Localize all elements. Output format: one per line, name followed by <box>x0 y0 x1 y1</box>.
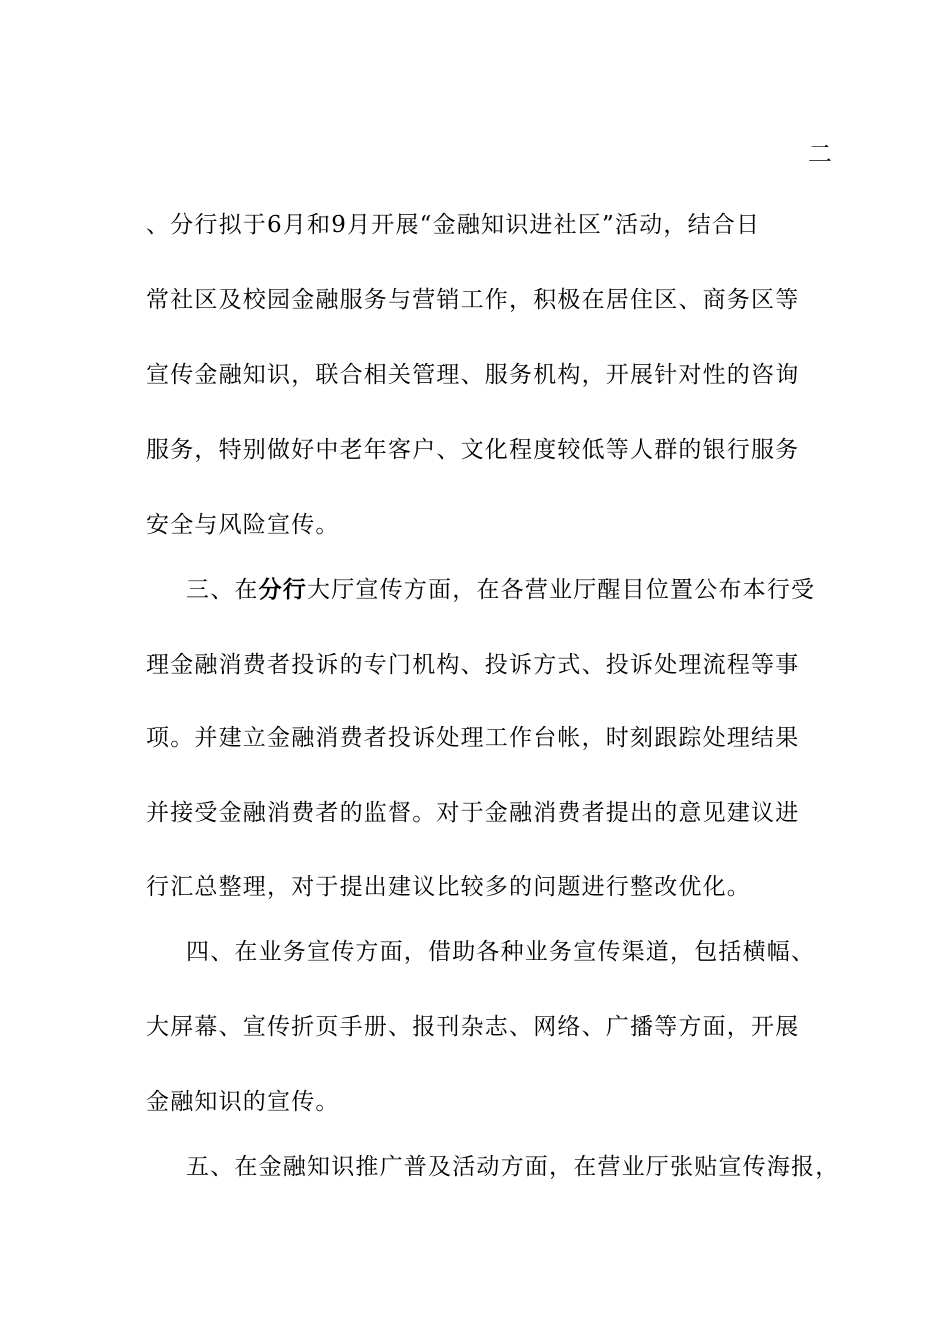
section-three-bold-text: 分行 <box>258 576 308 603</box>
section-three-rest: 大厅宣传方面，在各营业厅醒目位置公布本行受 <box>307 577 816 603</box>
text-line: 并接受金融消费者的监督。对于金融消费者提出的意见建议进 <box>146 800 800 826</box>
page-top-char: 二 <box>808 140 832 168</box>
text-line: 项。并建立金融消费者投诉处理工作台帐，时刻跟踪处理结果 <box>146 725 800 751</box>
text-line: 宣传金融知识，联合相关管理、服务机构，开展针对性的咨询 <box>146 362 800 388</box>
text-line: 、分行拟于6月和9月开展“金融知识进社区”活动，结合日 <box>146 212 761 238</box>
text-line: 四、在业务宣传方面，借助各种业务宣传渠道，包括横幅、 <box>186 939 816 965</box>
text-line: 常社区及校园金融服务与营销工作，积极在居住区、商务区等 <box>146 287 800 313</box>
text-line: 安全与风险宣传。 <box>146 512 340 538</box>
text-line: 服务，特别做好中老年客户、文化程度较低等人群的银行服务 <box>146 437 800 463</box>
text-line: 金融知识的宣传。 <box>146 1089 340 1115</box>
text-line: 大屏幕、宣传折页手册、报刊杂志、网络、广播等方面，开展 <box>146 1014 800 1040</box>
text-line: 行汇总整理，对于提出建议比较多的问题进行整改优化。 <box>146 874 751 900</box>
text-line: 理金融消费者投诉的专门机构、投诉方式、投诉处理流程等事 <box>146 652 800 678</box>
section-three-heading-line <box>186 570 815 610</box>
text-line: 五、在金融知识推广普及活动方面，在营业厅张贴宣传海报， <box>186 1154 840 1180</box>
section-three-prefix: 三、在 <box>186 577 259 603</box>
